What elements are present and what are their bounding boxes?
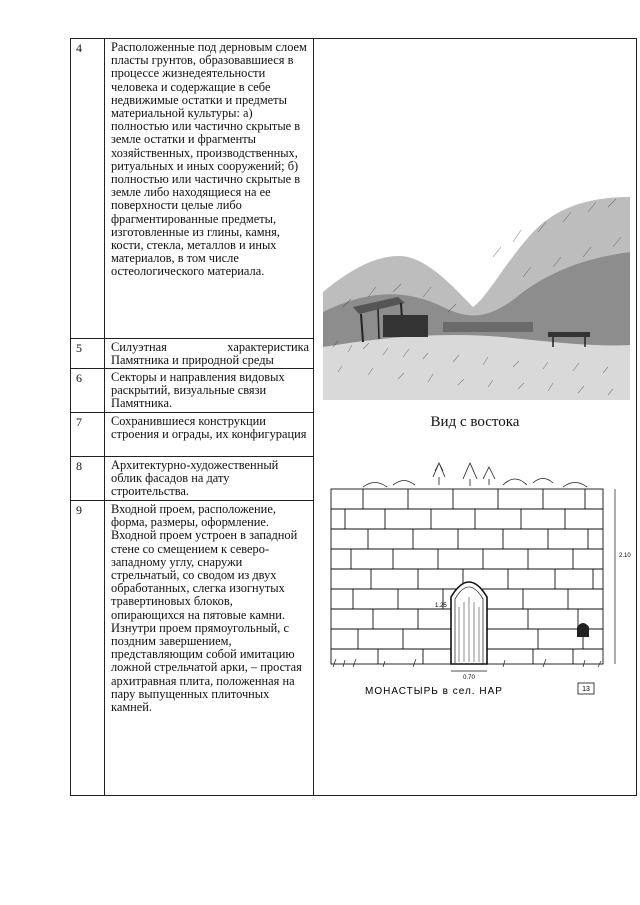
dimension-height: 2.10 bbox=[619, 553, 631, 559]
facade-sketch-drawing bbox=[323, 457, 633, 719]
row-description: Секторы и направления видовых раскрытий, визуальные связи Памятника. bbox=[105, 369, 314, 413]
row-number: 6 bbox=[71, 369, 105, 413]
landscape-photo bbox=[323, 197, 630, 400]
row-description bbox=[105, 339, 314, 369]
illustrations-cell bbox=[314, 39, 637, 796]
heritage-features-table bbox=[70, 38, 637, 796]
row-number: 7 bbox=[71, 413, 105, 457]
table-row bbox=[71, 39, 637, 339]
row-number: 5 bbox=[71, 339, 105, 369]
photo-caption: Вид с востока bbox=[430, 414, 520, 430]
row-description: Архитектурно-художественный облик фасадов на дату строительства. bbox=[105, 457, 314, 501]
row-number: 9 bbox=[71, 501, 105, 796]
row-number: 4 bbox=[71, 39, 105, 339]
dimension-width: 0.70 bbox=[463, 675, 475, 681]
drawing-number: 13 bbox=[582, 686, 590, 693]
silhouette-label-part3: Памятника и природной среды bbox=[111, 353, 274, 368]
drawing-title: МОНАСТЫРЬ в сел. НАР bbox=[365, 686, 503, 697]
silhouette-label-part1: Силуэтная bbox=[111, 340, 167, 354]
dimension-small: 1.25 bbox=[435, 603, 447, 609]
row-number: 8 bbox=[71, 457, 105, 501]
row-description: Сохранившиеся конструкции строения и ограды, их конфигурация bbox=[105, 413, 314, 457]
row-description: Входной проем, расположение, форма, размеры, оформление. Входной проем устроен в западной стене со смещением к северо-западному углу, снаружи стрельчатый, со сводом из двух обработанных, слегка изогнутых травертиновых блоков, опирающихся на пятовые камни. Изнутри проем прямоугольный, с поздним завершением, представляющим собой имитацию ложной стрельчатой арки, – простая архитравная плита, положенная на пару выпущенных плиточных камней. bbox=[105, 501, 314, 796]
silhouette-label-part2: характеристика bbox=[227, 340, 309, 354]
row-description: Расположенные под дерновым слоем пласты грунтов, образовавшиеся в процессе жизнедеятельности человека и содержащие в себе недвижимые остатки и предметы материальной культуры: а) полностью или частично скрытые в земле остатки и фрагменты хозяйственных, производственных, ритуальных и иных сооружений; б) полностью или частично скрытые в земле либо находящиеся на ее поверхности целые либо фрагментированные предметы, изготовленные из глины, камня, кости, стекла, металлов и иных материалов, в том числе остеологического материала. bbox=[105, 39, 314, 339]
